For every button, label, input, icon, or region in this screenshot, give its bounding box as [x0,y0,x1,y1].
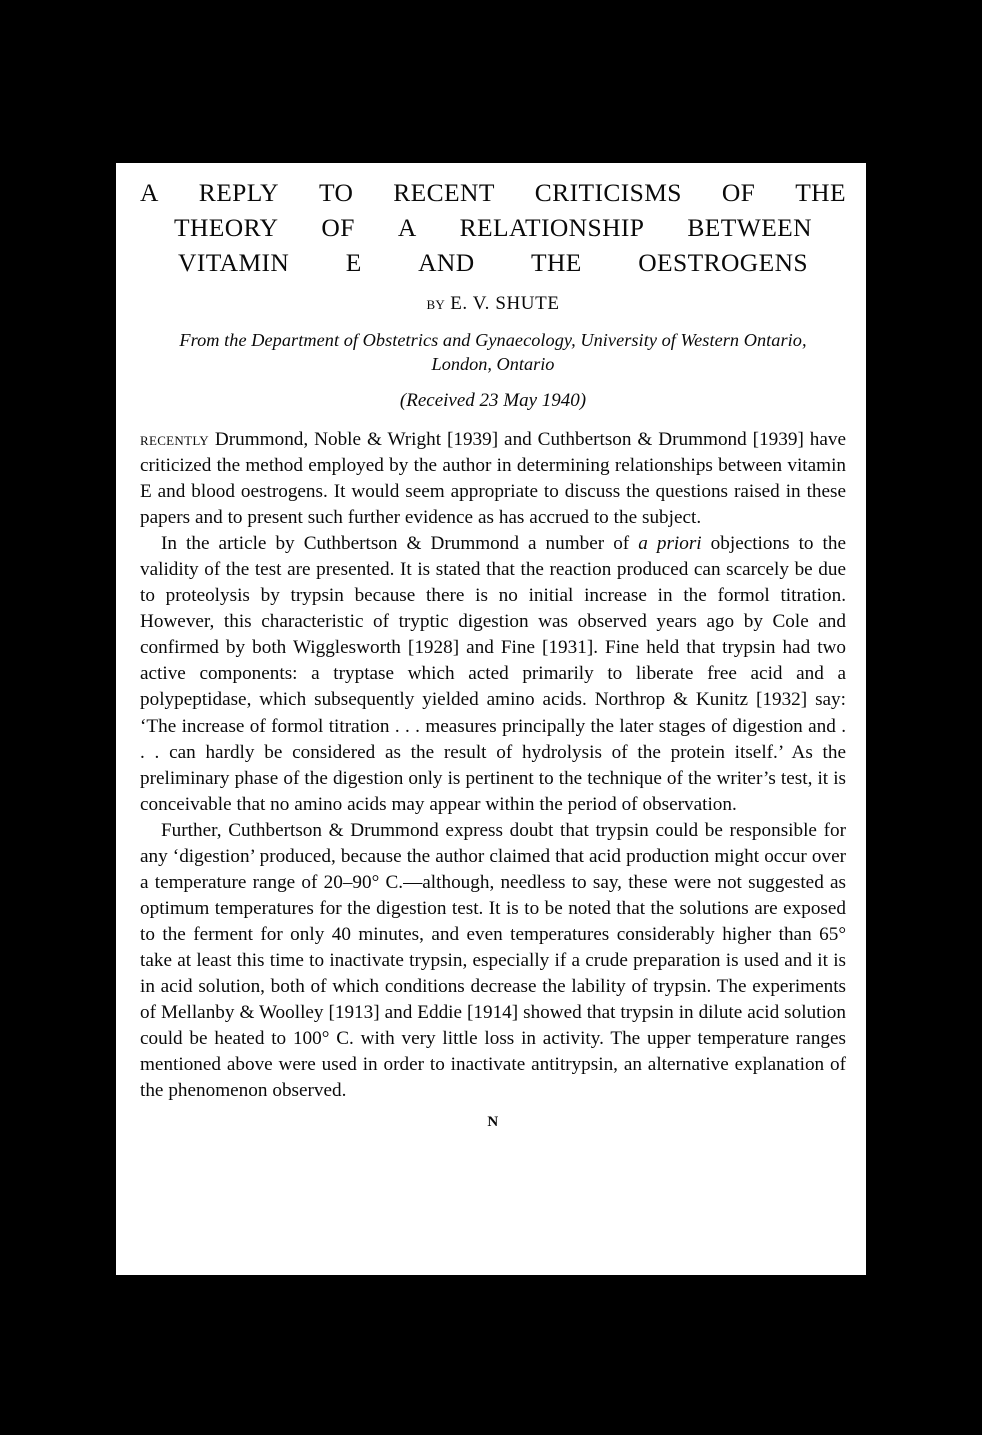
title-word: CRITICISMS [534,178,682,207]
paragraph-2-text-b: objections to the validity of the test are presented. It is stated that the reaction produced can scarcely be due to proteolysis by trypsin because there is no initial increase in the formol titration. However, this characteristic of tryptic digestion was observed years ago by Cole and confirmed by both Wigglesworth [1928] and Fine [1931]. Fine held that trypsin had two active components: a tryptase which acted primarily to liberate free acid and a polypeptidase, which subsequently yielded amino acids. Northrop & Kunitz [1932] say: ‘The increase of formol titration . . . measures principally the later stages of digestion and . . . can hardly be considered as the result of hydrolysis of the protein itself.’ As the preliminary phase of the digestion only is pertinent to the technique of the writer’s test, it is conceivable that no amino acids may appear within the period of observation. [140,533,846,815]
title-word: AND [418,248,475,277]
title-word: A [397,213,417,242]
title-line-1 [140,175,846,210]
latin-phrase-a-priori: a priori [638,533,702,555]
title-line-3 [140,245,846,280]
title-word: E [345,248,362,277]
title-word: BETWEEN [687,213,812,242]
paragraph-1-opening-smallcaps: recently [140,429,209,450]
signature-mark: N [487,1114,499,1131]
title-word: TO [318,178,354,207]
document-page [116,163,866,1275]
paragraph-2 [140,531,846,818]
title-word: REPLY [198,178,279,207]
title-word: OESTROGENS [638,248,808,277]
article-title [140,163,846,280]
author-name: E. V. SHUTE [450,293,560,314]
title-word: A [140,178,159,207]
paragraph-1 [140,427,846,531]
title-word: THE [795,178,846,207]
title-line-2 [140,210,846,245]
article-body [140,427,846,1131]
type-block [140,163,846,1131]
paragraph-3: Further, Cuthbertson & Drummond express doubt that trypsin could be responsible for any ‘digestion’ produced, because the author claimed that acid production might occur over a temperature range of 20–90° C.—although, needless to say, these were not suggested as optimum temperatures for the digestion test. It is to be noted that the solutions are exposed to the ferment for only 40 minutes, and even temperatures considerably higher than 65° take at least this time to inactivate trypsin, especially if a crude preparation is used and it is in acid solution, both of which conditions decrease the lability of trypsin. The experiments of Mellanby & Woolley [1913] and Eddie [1914] showed that trypsin in dilute acid solution could be heated to 100° C. with very little loss in activity. The upper temperature ranges mentioned above were used in order to inactivate antitrypsin, an alternative explanation of the phenomenon observed. [140,819,846,1102]
title-word: RELATIONSHIP [459,213,645,242]
affiliation-line-2: London, Ontario [431,354,555,374]
title-word: VITAMIN [178,248,290,277]
title-word: OF [321,213,355,242]
title-word: THEORY [174,213,279,242]
author-affiliation [140,328,846,376]
title-word: THE [531,248,582,277]
paragraph-2-text-a: In the article by Cuthbertson & Drummond a number of [161,533,639,555]
received-date: (Received 23 May 1940) [399,390,587,411]
affiliation-line-1: From the Department of Obstetrics and Gynaecology, University of Western Ontario, [179,330,807,350]
paragraph-1-text: Drummond, Noble & Wright [1939] and Cuthbertson & Drummond [1939] have criticized the method employed by the author in determining relationships between vitamin E and blood oestrogens. It would seem appropriate to discuss the questions raised in these papers and to present such further evidence as has accrued to the subject. [140,429,846,529]
author-byline [140,292,846,316]
byline-prefix: by [426,293,446,314]
title-word: RECENT [393,178,495,207]
title-word: OF [721,178,756,207]
